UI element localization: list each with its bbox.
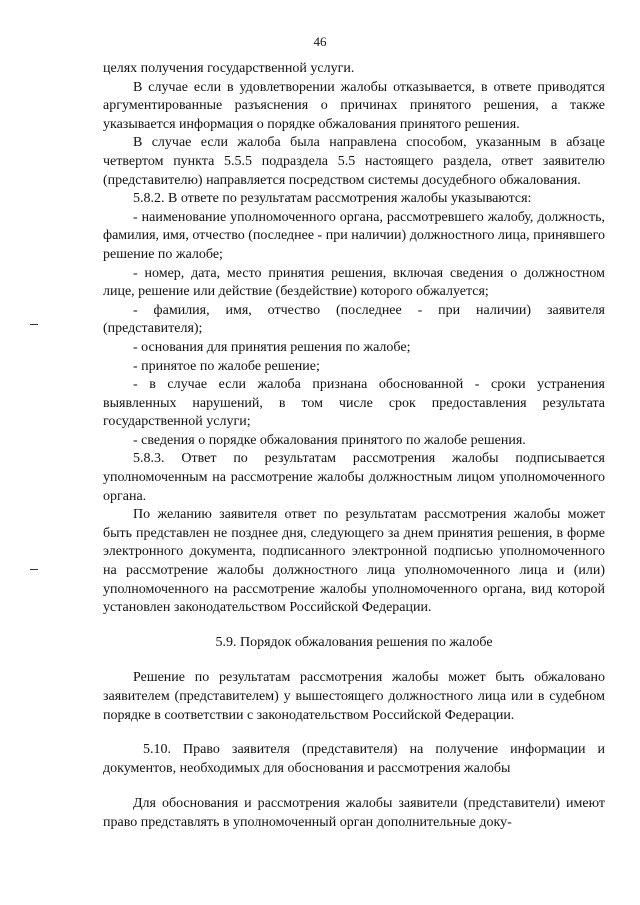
document-body bbox=[103, 60, 605, 833]
paragraph: 5.8.2. В ответе по результатам рассмотрения жалобы указываются: bbox=[133, 191, 532, 207]
paragraph: В случае если в удовлетворении жалобы отказывается, в ответе приводятся аргументированные разъяснения о причинах принятого решения, а также указывается информация о порядке обжалования принятого решения. bbox=[103, 79, 605, 132]
section-heading: 5.10. Право заявителя (представителя) на получение информации и документов, необходимых для обоснования и рассмотрения жалобы bbox=[103, 742, 605, 776]
list-item: - сведения о порядке обжалования принятого по жалобе решения. bbox=[133, 432, 526, 448]
scan-mark bbox=[30, 569, 38, 570]
paragraph: 5.8.3. Ответ по результатам рассмотрения жалобы подписывается уполномоченным на рассмотрение жалобы должностным лицом уполномоченного органа. bbox=[103, 451, 605, 504]
list-item: - в случае если жалоба признана обоснованной - сроки устранения выявленных нарушений, в том числе срок предоставления результата государственной услуги; bbox=[103, 377, 605, 430]
list-item: - номер, дата, место принятия решения, включая сведения о должностном лице, решение или действие (бездействие) которого обжалуется; bbox=[103, 265, 605, 300]
section-heading: 5.9. Порядок обжалования решения по жалобе bbox=[215, 634, 493, 650]
list-item: - наименование уполномоченного органа, рассмотревшего жалобу, должность, фамилия, имя, отчество (последнее - при наличии) должностного лица, принявшего решение по жалобе; bbox=[103, 209, 605, 262]
paragraph: Для обоснования и рассмотрения жалобы заявители (представители) имеют право представлять в уполномоченный орган дополнительные доку- bbox=[103, 796, 605, 830]
list-item: - принятое по жалобе решение; bbox=[133, 358, 320, 374]
list-item: - основания для принятия решения по жалобе; bbox=[133, 339, 411, 355]
paragraph: целях получения государственной услуги. bbox=[103, 61, 355, 76]
paragraph: По желанию заявителя ответ по результатам рассмотрения жалобы может быть представлен не позднее дня, следующего за днем принятия решения, в форме электронного документа, подписанного электронной подписью уполномоченного на рассмотрение жалобы должностного лица уполномоченного лица и (или) уполномоченного на рассмотрение жалобы уполномоченного органа, вид которой установлен законодательством Российской Федерации. bbox=[103, 507, 605, 616]
list-item: - фамилия, имя, отчество (последнее - при наличии) заявителя (представителя); bbox=[103, 302, 605, 337]
page-number: 46 bbox=[313, 34, 327, 49]
scan-mark bbox=[30, 324, 38, 325]
paragraph: Решение по результатам рассмотрения жалобы может быть обжаловано заявителем (представителем) у вышестоящего должностного лица или в судебном порядке в соответствии с законодательством Российской Федерации. bbox=[103, 670, 605, 723]
paragraph: В случае если жалоба была направлена способом, указанным в абзаце четвертом пункта 5.5.5 подраздела 5.5 настоящего раздела, ответ заявителю (представителю) направляется посредством системы досудебного обжалования. bbox=[103, 135, 605, 188]
